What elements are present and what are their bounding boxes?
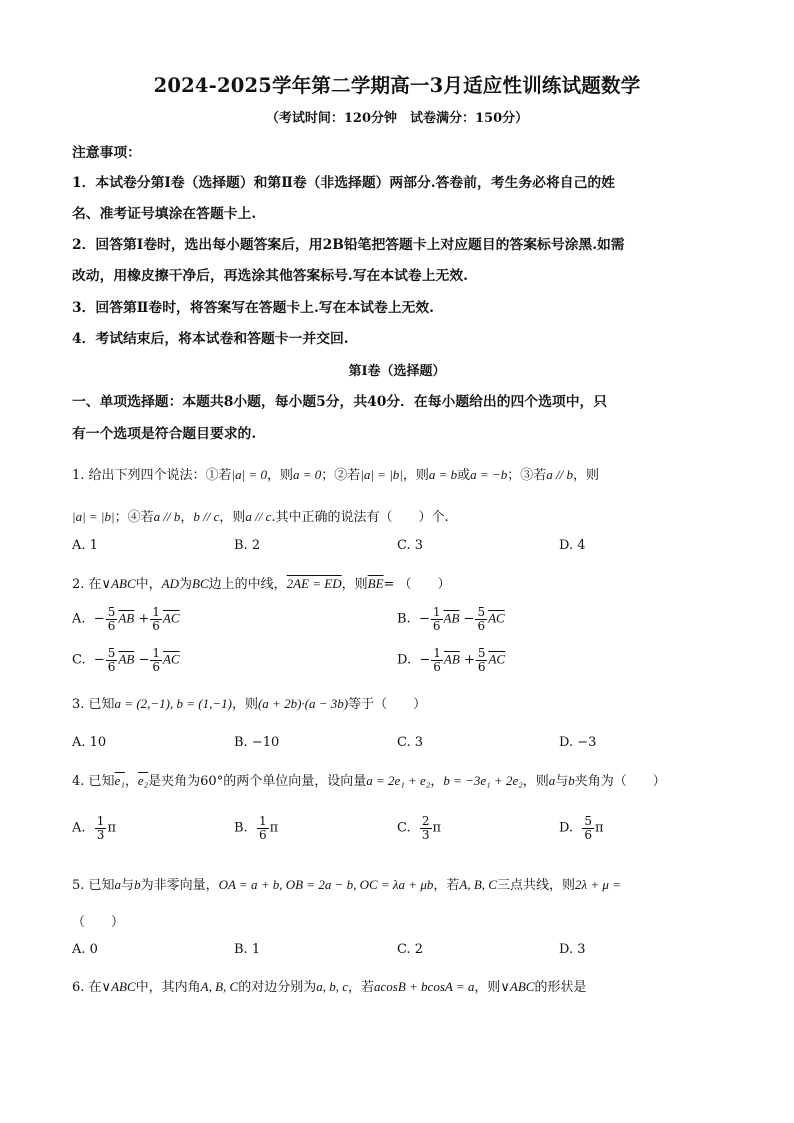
question-text: ，则 — [266, 468, 293, 483]
question-text: ，则 — [402, 468, 429, 483]
option-c: C. 3 — [397, 735, 424, 750]
option-a: A. − $\frac{5}{6}$ $\overline{AB}$ + $\frac{1}{6}$ $\overline{AC}$ — [72, 605, 180, 633]
question-line — [72, 506, 449, 525]
math-expr: a // b — [546, 467, 573, 482]
question-text: 为 — [178, 577, 192, 592]
part-instructions: 一、单项选择题：本题共8小题，每小题5分，共40分．在每小题给出的四个选项中，只 — [72, 394, 608, 410]
math-expr: ABC — [111, 979, 136, 994]
math-expr: a = (2,−1), b = (1,−1) — [114, 696, 232, 711]
question-text: 5. 已知 — [72, 878, 115, 893]
option-c: C. 3 — [397, 538, 424, 553]
question-text: 6. 在∨ — [72, 980, 112, 995]
question-text: ，则 — [341, 577, 368, 592]
question-text: = （ ） — [383, 577, 451, 592]
option-b: B. 2 — [234, 538, 261, 553]
math-expr: b — [134, 877, 141, 892]
question-text: ；③若 — [507, 468, 547, 483]
math-expr: 2AE = ED — [286, 576, 342, 591]
option-a: A. $\frac{1}{3}$ π — [72, 814, 116, 842]
math-expr: (a + 2b)·(a − 3b) — [257, 696, 349, 711]
notice-line: 2．回答第Ⅰ卷时，选出每小题答案后，用2B铅笔把答题卡上对应题目的答案标号涂黑.如需 — [72, 237, 625, 253]
answer-blank: （ ） — [72, 915, 125, 930]
math-expr: ABC — [111, 576, 136, 591]
option-c: C. 2 — [397, 942, 424, 957]
question-text: .其中正确的说法有（ ）个. — [271, 510, 449, 525]
question-line — [72, 573, 451, 592]
question-text: 或 — [457, 468, 471, 483]
math-expr: a // b — [153, 509, 181, 524]
math-expr: |a| = 0 — [231, 467, 267, 482]
math-expr: a = 0 — [292, 467, 322, 482]
question-text: 夹角为（ ） — [574, 774, 666, 789]
math-expr: a // c — [245, 509, 272, 524]
option-b: B. $\frac{1}{6}$ π — [234, 814, 279, 842]
question-text: 2. 在∨ — [72, 577, 112, 592]
question-text: ，则 — [219, 510, 246, 525]
math-expr: $\overline{BE}$ — [367, 576, 384, 591]
math-expr: ABC — [509, 979, 535, 994]
math-expr: a = 2e₁ + e₂ — [366, 773, 431, 788]
math-expr: acosB + bcosA = a — [374, 979, 475, 994]
question-text: ， — [124, 774, 138, 789]
math-expr: a = −b — [470, 467, 508, 482]
question-text: ， — [430, 774, 444, 789]
section-title: 第Ⅰ卷（选择题） — [348, 364, 446, 379]
question-text: 中， — [135, 577, 162, 592]
question-line — [72, 464, 599, 483]
notice-line: 改动，用橡皮擦干净后，再选涂其他答案标号.写在本试卷上无效. — [72, 268, 468, 284]
math-expr: |a| = |b| — [360, 467, 403, 482]
question-text: ，则∨ — [474, 980, 510, 995]
option-c: C. $\frac{2}{3}$ π — [397, 814, 442, 842]
question-text: 三点共线，则 — [496, 878, 575, 893]
math-expr: e₁ — [114, 773, 125, 788]
question-text: ；②若 — [321, 468, 361, 483]
option-d: D. $\frac{5}{6}$ π — [559, 814, 604, 842]
option-a: A. 0 — [72, 942, 98, 957]
question-text: ，则 — [522, 774, 549, 789]
question-line — [72, 770, 666, 789]
question-text: 与 — [121, 878, 135, 893]
question-text: 4. 已知 — [72, 774, 115, 789]
option-a: A. 10 — [72, 735, 107, 750]
math-expr: b // c — [193, 509, 220, 524]
notice-heading: 注意事项： — [72, 145, 141, 161]
question-text: 为非零向量， — [140, 878, 219, 893]
exam-title: 2024-2025学年第二学期高一3月适应性训练试题数学 — [153, 74, 641, 97]
notice-line: 1．本试卷分第Ⅰ卷（选择题）和第Ⅱ卷（非选择题）两部分.答卷前，考生务必将自己的姓 — [72, 175, 615, 191]
math-expr: a — [548, 773, 556, 788]
question-text: ，若 — [433, 878, 460, 893]
notice-line: 4．考试结束后，将本试卷和答题卡一并交回. — [72, 331, 349, 347]
math-expr: b — [568, 773, 575, 788]
math-expr: 2λ + μ = — [574, 877, 621, 892]
question-line — [72, 874, 621, 893]
option-d: D. 3 — [559, 942, 586, 957]
option-b: B. 1 — [234, 942, 261, 957]
part-instructions: 有一个选项是符合题目要求的. — [72, 426, 257, 442]
question-text: 的对边分别为 — [238, 980, 317, 995]
question-text: 等于（ ） — [348, 697, 427, 712]
question-text: 的形状是 — [534, 980, 587, 995]
exam-subtitle: （考试时间：120分钟 试卷满分：150分） — [265, 111, 529, 126]
option-c: C. − $\frac{5}{6}$ $\overline{AB}$ − $\frac{1}{6}$ $\overline{AC}$ — [72, 646, 180, 674]
question-text: ；④若 — [114, 510, 154, 525]
option-a: A. 1 — [72, 538, 98, 553]
math-expr: a, b, c — [316, 979, 348, 994]
question-line — [72, 976, 586, 995]
question-text: 与 — [555, 774, 569, 789]
math-expr: a = b — [428, 467, 458, 482]
math-expr: AD — [161, 576, 179, 591]
question-text: 是夹角为60°的两个单位向量，设向量 — [148, 774, 367, 789]
math-expr: b = −3e₁ + 2e₂ — [443, 773, 523, 788]
option-d: D. − $\frac{1}{6}$ $\overline{AB}$ + $\frac{5}{6}$ $\overline{AC}$ — [397, 646, 506, 674]
question-text: ，则 — [572, 468, 599, 483]
option-b: B. − $\frac{1}{6}$ $\overline{AB}$ − $\frac{5}{6}$ $\overline{AC}$ — [397, 605, 505, 633]
question-text: 3. 已知 — [72, 697, 115, 712]
question-text: ，则 — [231, 697, 258, 712]
question-line — [72, 693, 426, 712]
question-text: ， — [180, 510, 194, 525]
math-expr: A, B, C — [200, 979, 239, 994]
option-d: D. −3 — [559, 735, 597, 750]
option-d: D. 4 — [559, 538, 586, 553]
question-text: 边上的中线， — [208, 577, 287, 592]
question-text: 中，其内角 — [135, 980, 201, 995]
option-b: B. −10 — [234, 735, 280, 750]
math-expr: A, B, C — [459, 877, 497, 892]
notice-line: 3．回答第Ⅱ卷时，将答案写在答题卡上.写在本试卷上无效. — [72, 300, 434, 316]
math-expr: a — [114, 877, 122, 892]
math-expr: OA = a + b, OB = 2a − b, OC = λa + μb — [218, 877, 434, 892]
math-expr: e₂ — [137, 773, 149, 788]
math-expr: BC — [192, 576, 209, 591]
question-text: ，若 — [348, 980, 375, 995]
notice-line: 名、准考证号填涂在答题卡上. — [72, 206, 257, 222]
question-text: 1. 给出下列四个说法：①若 — [72, 468, 232, 483]
math-expr: |a| = |b| — [72, 509, 115, 524]
